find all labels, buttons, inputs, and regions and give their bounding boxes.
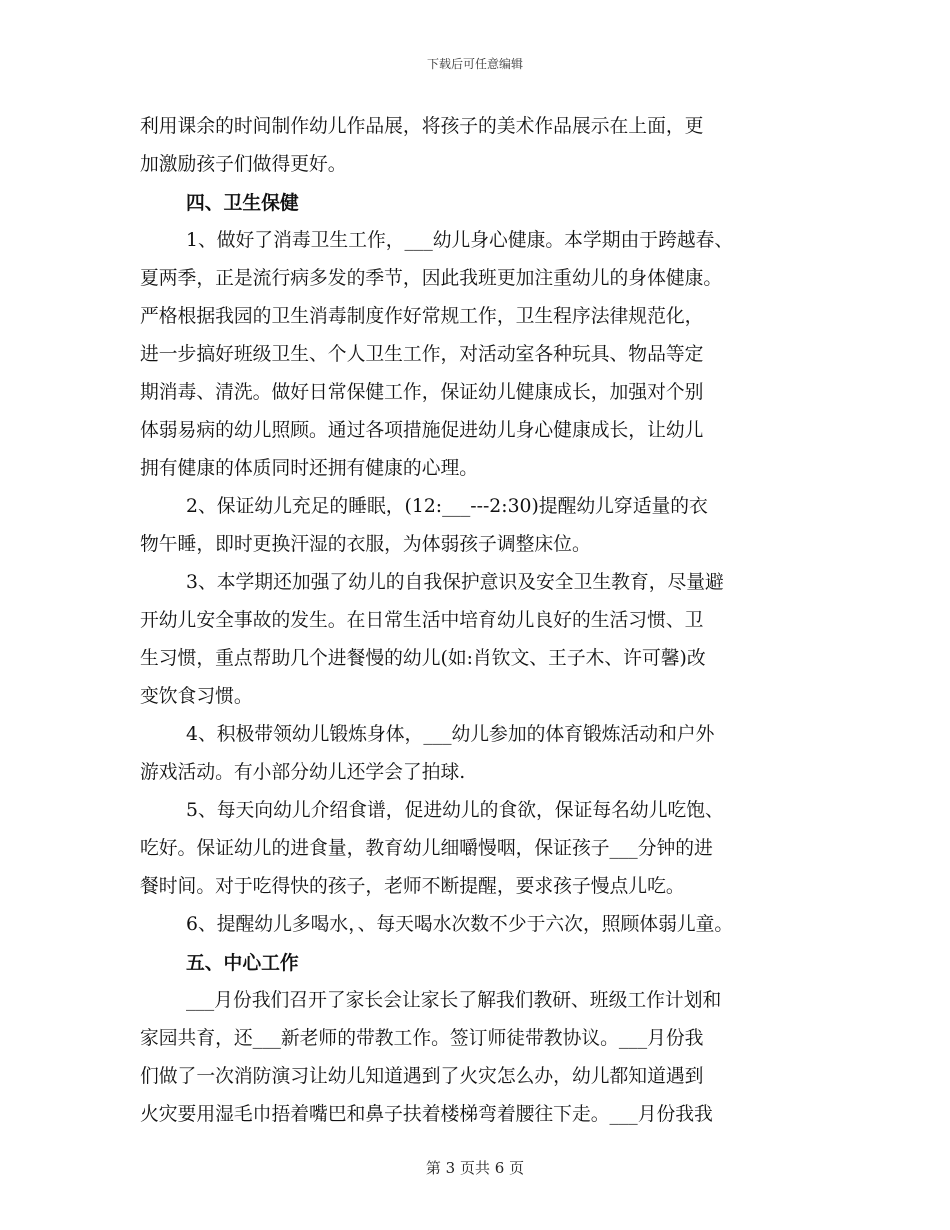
text-line: 体弱易病的幼儿照顾。通过各项措施促进幼儿身心健康成长，让幼儿 — [140, 420, 704, 441]
section-heading-hygiene: 四、卫生保健 — [186, 192, 299, 214]
text-line: 期消毒、清洗。做好日常保健工作，保证幼儿健康成长，加强对个别 — [140, 382, 704, 403]
text-line: 拥有健康的体质同时还拥有健康的心理。 — [140, 458, 479, 479]
text-line: 1、做好了消毒卫生工作，___幼儿身心健康。本学期由于跨越春、 — [186, 230, 734, 251]
text-line: 利用课余的时间制作幼儿作品展，将孩子的美术作品展示在上面，更 — [140, 116, 704, 137]
text-line: 开幼儿安全事故的发生。在日常生活中培育幼儿良好的生活习惯、卫 — [140, 610, 704, 631]
page-header: 下载后可任意编辑 — [426, 57, 523, 71]
text-line: 家园共育，还___新老师的带教工作。签订师徒带教协议。___月份我 — [140, 1028, 704, 1049]
text-line: 物午睡，即时更换汗湿的衣服，为体弱孩子调整床位。 — [140, 534, 591, 555]
text-line: 进一步搞好班级卫生、个人卫生工作，对活动室各种玩具、物品等定 — [140, 344, 704, 365]
page-footer: 第 3 页共 6 页 — [425, 1159, 525, 1177]
text-line: 吃好。保证幼儿的进食量，教育幼儿细嚼慢咽，保证孩子___分钟的进 — [140, 838, 713, 859]
text-line: 严格根据我园的卫生消毒制度作好常规工作，卫生程序法律规范化， — [140, 306, 704, 327]
text-line: 6、提醒幼儿多喝水，、每天喝水次数不少于六次，照顾体弱儿童。 — [186, 914, 734, 935]
text-line: 游戏活动。有小部分幼儿还学会了拍球. — [140, 762, 466, 783]
text-line: ___月份我们召开了家长会让家长了解我们教研、班级工作计划和 — [186, 990, 722, 1011]
document-body — [140, 108, 820, 1134]
text-line: 加激励孩子们做得更好。 — [140, 154, 347, 175]
text-line: 生习惯，重点帮助几个进餐慢的幼儿(如:肖钦文、王子木、许可馨)改 — [140, 648, 706, 669]
text-line: 餐时间。对于吃得快的孩子，老师不断提醒，要求孩子慢点儿吃。 — [140, 876, 685, 897]
text-line: 3、本学期还加强了幼儿的自我保护意识及安全卫生教育，尽量避 — [186, 572, 724, 593]
text-line: 4、积极带领幼儿锻炼身体，___幼儿参加的体育锻炼活动和户外 — [186, 724, 715, 745]
text-line: 5、每天向幼儿介绍食谱，促进幼儿的食欲，保证每名幼儿吃饱、 — [186, 800, 724, 821]
text-line: 火灾要用湿毛巾捂着嘴巴和鼻子扶着楼梯弯着腰往下走。___月份我我 — [140, 1104, 713, 1125]
section-heading-center-work: 五、中心工作 — [186, 952, 299, 974]
text-line: 2、保证幼儿充足的睡眠，(12:___---2:30)提醒幼儿穿适量的衣 — [186, 496, 708, 517]
text-line: 变饮食习惯。 — [140, 686, 253, 707]
text-line: 夏两季，正是流行病多发的季节，因此我班更加注重幼儿的身体健康。 — [140, 268, 723, 289]
text-line: 们做了一次消防演习让幼儿知道遇到了火灾怎么办，幼儿都知道遇到 — [140, 1066, 704, 1087]
